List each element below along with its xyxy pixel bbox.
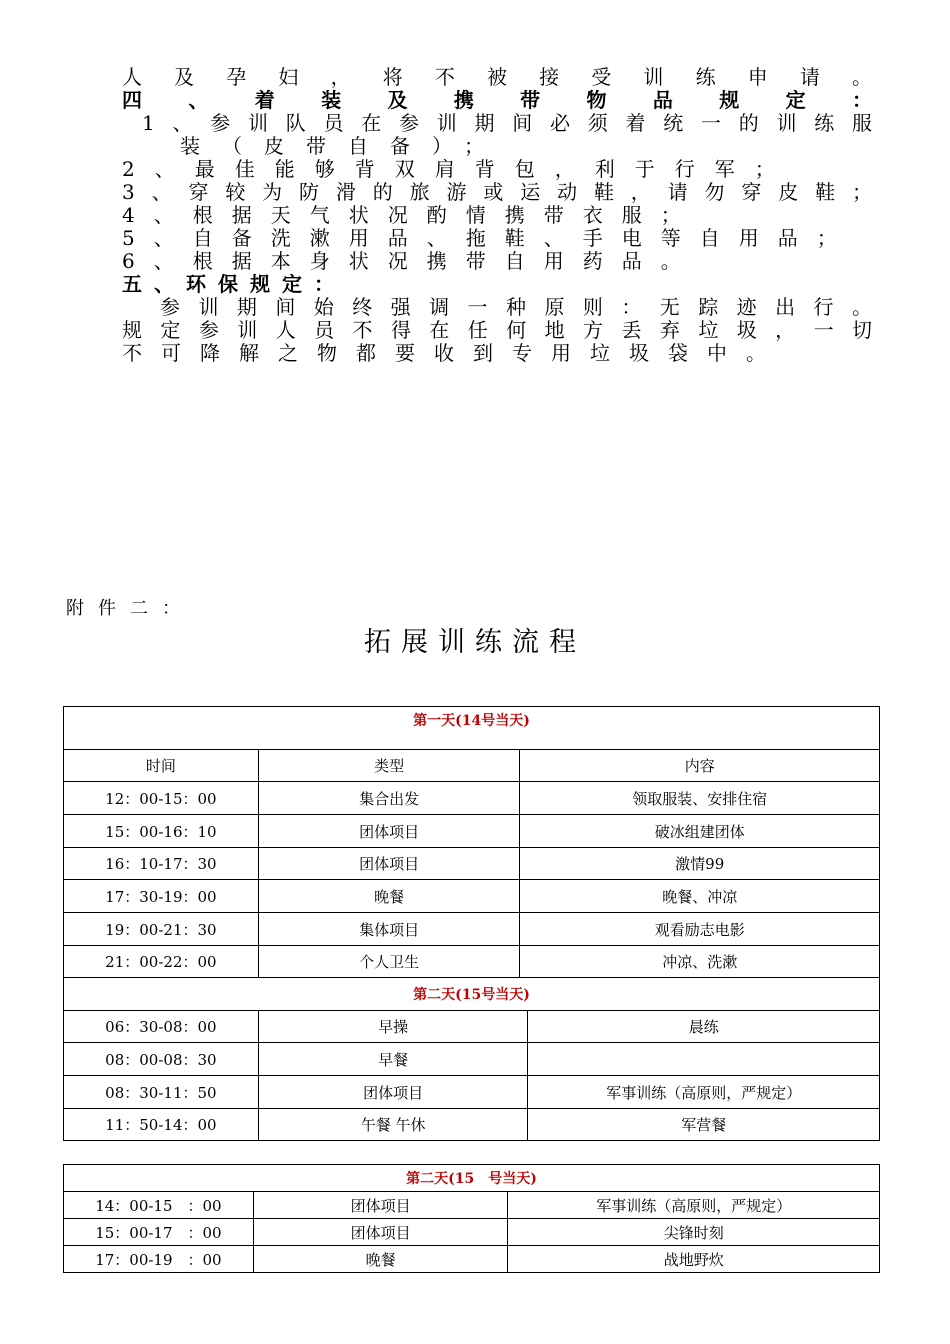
rules-line-4: 装（皮带自备）； <box>180 134 506 158</box>
table-row <box>64 782 880 815</box>
cell-content: 冲凉、洗漱 <box>520 946 880 978</box>
cell-time: 06：30-08：00 <box>64 1011 259 1043</box>
cell-type: 团体项目 <box>258 1076 528 1109</box>
section-4-heading: 四、着装及携带物品规定： <box>122 88 872 112</box>
cell-type: 集合出发 <box>258 782 520 815</box>
rules-line-1: 人及孕妇，将不被接受训练申请。 <box>122 65 872 89</box>
rules-line-11: 参训期间始终强调一种原则：无踪迹出行。 <box>160 295 872 319</box>
table-row <box>64 1043 880 1076</box>
day1-title: 第一天(14号当天) <box>64 707 880 750</box>
cell-time: 08：30-11：50 <box>64 1076 259 1109</box>
cell-time: 15：00-17 ：00 <box>64 1219 254 1246</box>
cell-content: 破冰组建团体 <box>520 815 880 848</box>
page-title: 拓展训练流程 <box>364 627 586 658</box>
cell-content: 晚餐、冲凉 <box>520 880 880 913</box>
cell-time: 08：00-08：30 <box>64 1043 259 1076</box>
cell-type: 早餐 <box>258 1043 528 1076</box>
rules-line-8: 5、自备洗漱用品、拖鞋、手电等自用品； <box>122 226 856 250</box>
table-row <box>64 1109 880 1141</box>
header-type: 类型 <box>258 750 520 782</box>
cell-time: 16：10-17：30 <box>64 848 259 880</box>
cell-time: 14：00-15 ：00 <box>64 1192 254 1219</box>
cell-type: 团体项目 <box>258 815 520 848</box>
cell-type: 晚餐 <box>258 880 520 913</box>
cell-content: 晨练 <box>528 1011 880 1043</box>
table-row <box>64 1219 880 1246</box>
cell-time: 19：00-21：30 <box>64 913 259 946</box>
table-row <box>64 1076 880 1109</box>
cell-type: 午餐 午休 <box>258 1109 528 1141</box>
rules-line-12: 规定参训人员不得在任何地方丢弃垃圾，一切 <box>122 318 872 342</box>
rules-line-7: 4、根据天气状况酌情携带衣服； <box>122 203 700 227</box>
day2-title: 第二天(15号当天) <box>64 978 880 1011</box>
rules-line-3: 1、参训队员在参训期间必须着统一的训练服 <box>142 111 872 135</box>
table-row <box>64 1011 880 1043</box>
cell-type: 个人卫生 <box>258 946 520 978</box>
table-row <box>64 848 880 880</box>
cell-time: 12：00-15：00 <box>64 782 259 815</box>
cell-content: 激情99 <box>520 848 880 880</box>
cell-content: 尖锋时刻 <box>508 1219 880 1246</box>
cell-content: 军事训练（高原则，严规定） <box>508 1192 880 1219</box>
rules-line-6: 3、穿较为防滑的旅游或运动鞋，请勿穿皮鞋； <box>122 180 872 204</box>
attachment-label: 附件二： <box>66 598 194 619</box>
cell-type: 晚餐 <box>253 1246 508 1273</box>
rules-line-5: 2、最佳能够背双肩背包，利于行军； <box>122 157 795 181</box>
table-row <box>64 1192 880 1219</box>
cell-time: 11：50-14：00 <box>64 1109 259 1141</box>
cell-content: 战地野炊 <box>508 1246 880 1273</box>
table-row <box>64 815 880 848</box>
cell-type: 团体项目 <box>253 1219 508 1246</box>
table-row <box>64 946 880 978</box>
table-row <box>64 1246 880 1273</box>
rules-line-9: 6、根据本身状况携带自用药品。 <box>122 249 700 273</box>
schedule-table-2 <box>63 1164 880 1273</box>
cell-content: 领取服装、安排住宿 <box>520 782 880 815</box>
cell-time: 21：00-22：00 <box>64 946 259 978</box>
rules-line-13: 不可降解之物都要收到专用垃圾袋中。 <box>122 341 785 365</box>
table-row <box>64 913 880 946</box>
cell-type: 集体项目 <box>258 913 520 946</box>
cell-time: 17：30-19：00 <box>64 880 259 913</box>
cell-type: 团体项目 <box>253 1192 508 1219</box>
section-5-heading: 五、环保规定： <box>122 272 346 296</box>
schedule-table-1 <box>63 706 880 1141</box>
cell-content: 观看励志电影 <box>520 913 880 946</box>
cell-content: 军事训练（高原则，严规定） <box>528 1076 880 1109</box>
cell-time: 15：00-16：10 <box>64 815 259 848</box>
cell-content: 军营餐 <box>528 1109 880 1141</box>
cell-type: 团体项目 <box>258 848 520 880</box>
table-row <box>64 880 880 913</box>
cell-time: 17：00-19 ：00 <box>64 1246 254 1273</box>
header-content: 内容 <box>520 750 880 782</box>
day2-continued-title: 第二天(15 号当天) <box>64 1165 880 1192</box>
cell-type: 早操 <box>258 1011 528 1043</box>
header-time: 时间 <box>64 750 259 782</box>
cell-content <box>528 1043 880 1076</box>
